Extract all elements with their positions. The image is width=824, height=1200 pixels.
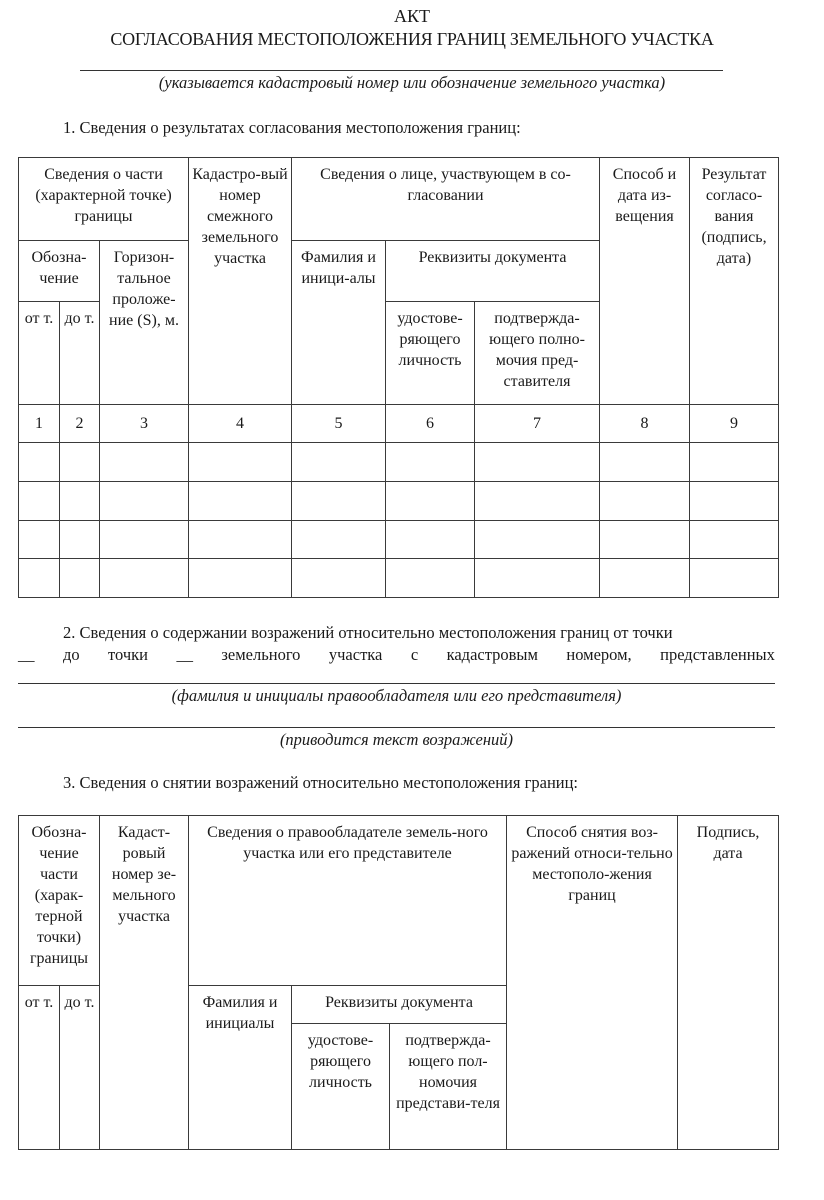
- text-word: с: [410, 645, 419, 664]
- table-cell[interactable]: [189, 443, 292, 482]
- text-word: участка: [328, 645, 383, 664]
- table-cell[interactable]: [100, 559, 189, 598]
- table-cell[interactable]: [60, 482, 100, 521]
- table-cell[interactable]: [60, 443, 100, 482]
- table-cell[interactable]: [189, 559, 292, 598]
- table-cell[interactable]: [690, 443, 779, 482]
- section2-line1: 2. Сведения о содержании возражений относительно местоположения границ от точки: [63, 623, 673, 642]
- objections-removal-table: [18, 815, 779, 1150]
- table-cell[interactable]: [60, 521, 100, 559]
- column-number: 2: [60, 405, 100, 443]
- table-cell[interactable]: [60, 559, 100, 598]
- column-numbers-row: [19, 405, 779, 443]
- header-doc-identity: удостове-ряющего личность: [386, 302, 475, 405]
- header-adjacent-cadastral: Кадастро-вый номер смежного земельного участка: [189, 158, 292, 405]
- table-cell[interactable]: [475, 559, 600, 598]
- column-number: 9: [690, 405, 779, 443]
- header-cadastral-number: Кадаст-ровый номер зе-мельного участка: [100, 816, 189, 1150]
- section2-line2: [18, 645, 775, 665]
- header-horizontal-distance: Горизон-тальное проложе-ние (S), м.: [100, 241, 189, 405]
- header-document-details: Реквизиты документа: [386, 241, 600, 302]
- table-row: [19, 482, 779, 521]
- section3-heading: 3. Сведения о снятии возражений относительно местоположения границ:: [63, 773, 579, 792]
- text-word: номером,: [566, 645, 632, 664]
- header-name-initials: Фамилия и иници-алы: [292, 241, 386, 405]
- table-cell[interactable]: [690, 482, 779, 521]
- table-cell[interactable]: [19, 443, 60, 482]
- table-cell[interactable]: [19, 482, 60, 521]
- from-point-blank[interactable]: __: [18, 645, 35, 664]
- header-person-info: Сведения о лице, участвующем в со-гласовании: [292, 158, 600, 241]
- holder-name-caption: (фамилия и инициалы правообладателя или его представителя): [171, 686, 622, 705]
- table-cell[interactable]: [690, 559, 779, 598]
- column-number: 1: [19, 405, 60, 443]
- table-cell[interactable]: [386, 521, 475, 559]
- text-word: представленных: [660, 645, 775, 664]
- section1-heading: 1. Сведения о результатах согласования местоположения границ:: [63, 118, 521, 137]
- header-name-initials: Фамилия и инициалы: [189, 986, 292, 1150]
- header-to-point: до т.: [60, 986, 100, 1150]
- table-cell[interactable]: [690, 521, 779, 559]
- text-word: земельного: [221, 645, 301, 664]
- table-cell[interactable]: [600, 521, 690, 559]
- table-cell[interactable]: [475, 521, 600, 559]
- header-from-point: от т.: [19, 302, 60, 405]
- table-cell[interactable]: [600, 559, 690, 598]
- table-cell[interactable]: [100, 443, 189, 482]
- column-number: 5: [292, 405, 386, 443]
- table-cell[interactable]: [100, 521, 189, 559]
- to-point-blank[interactable]: __: [176, 645, 193, 664]
- table-cell[interactable]: [100, 482, 189, 521]
- cadastral-number-blank-line[interactable]: [80, 70, 723, 71]
- header-doc-identity: удостове-ряющего личность: [292, 1024, 390, 1150]
- table-cell[interactable]: [600, 443, 690, 482]
- column-number: 8: [600, 405, 690, 443]
- header-designation: Обозна-чение части (харак-терной точки) границы: [19, 816, 100, 986]
- table-row: [19, 521, 779, 559]
- table-row: [19, 559, 779, 598]
- objections-caption: (приводится текст возражений): [279, 730, 514, 749]
- header-result: Результат согласо-вания (подпись, дата): [690, 158, 779, 405]
- holder-name-blank-line[interactable]: [18, 683, 775, 684]
- column-number: 7: [475, 405, 600, 443]
- header-designation: Обозна-чение: [19, 241, 100, 302]
- table-cell[interactable]: [292, 482, 386, 521]
- table-cell[interactable]: [292, 443, 386, 482]
- text-word: точки: [108, 645, 148, 664]
- table-cell[interactable]: [386, 482, 475, 521]
- column-number: 4: [189, 405, 292, 443]
- objections-text-blank-line[interactable]: [18, 727, 775, 728]
- column-number: 3: [100, 405, 189, 443]
- document-subtitle: СОГЛАСОВАНИЯ МЕСТОПОЛОЖЕНИЯ ГРАНИЦ ЗЕМЕЛЬНОГО УЧАСТКА: [110, 29, 714, 49]
- header-doc-authority: подтвержда-ющего полно-мочия пред-ставителя: [475, 302, 600, 405]
- header-removal-method: Способ снятия воз-ражений относи-тельно местополо-жения границ: [507, 816, 678, 1150]
- table-cell[interactable]: [189, 482, 292, 521]
- column-number: 6: [386, 405, 475, 443]
- table-cell[interactable]: [292, 559, 386, 598]
- header-notice-method: Способ и дата из-вещения: [600, 158, 690, 405]
- header-from-point: от т.: [19, 986, 60, 1150]
- table-cell[interactable]: [386, 443, 475, 482]
- text-word: кадастровым: [446, 645, 538, 664]
- header-doc-authority: подтвержда-ющего пол-номочия представи-теля: [390, 1024, 507, 1150]
- agreement-results-table: [18, 157, 779, 598]
- header-signature-date: Подпись, дата: [678, 816, 779, 1150]
- header-to-point: до т.: [60, 302, 100, 405]
- table-cell[interactable]: [292, 521, 386, 559]
- table-cell[interactable]: [475, 443, 600, 482]
- table-cell[interactable]: [600, 482, 690, 521]
- header-part-info: Сведения о части (характерной точке) границы: [19, 158, 189, 241]
- cadastral-caption: (указывается кадастровый номер или обозначение земельного участка): [158, 73, 666, 92]
- document-title: АКТ: [394, 6, 430, 26]
- table-cell[interactable]: [475, 482, 600, 521]
- table-cell[interactable]: [19, 521, 60, 559]
- header-holder-info: Сведения о правообладателе земель-ного участка или его представителе: [189, 816, 507, 986]
- table-cell[interactable]: [386, 559, 475, 598]
- header-document-details: Реквизиты документа: [292, 986, 507, 1024]
- table-cell[interactable]: [189, 521, 292, 559]
- table-cell[interactable]: [19, 559, 60, 598]
- table-row: [19, 443, 779, 482]
- text-word: до: [62, 645, 80, 664]
